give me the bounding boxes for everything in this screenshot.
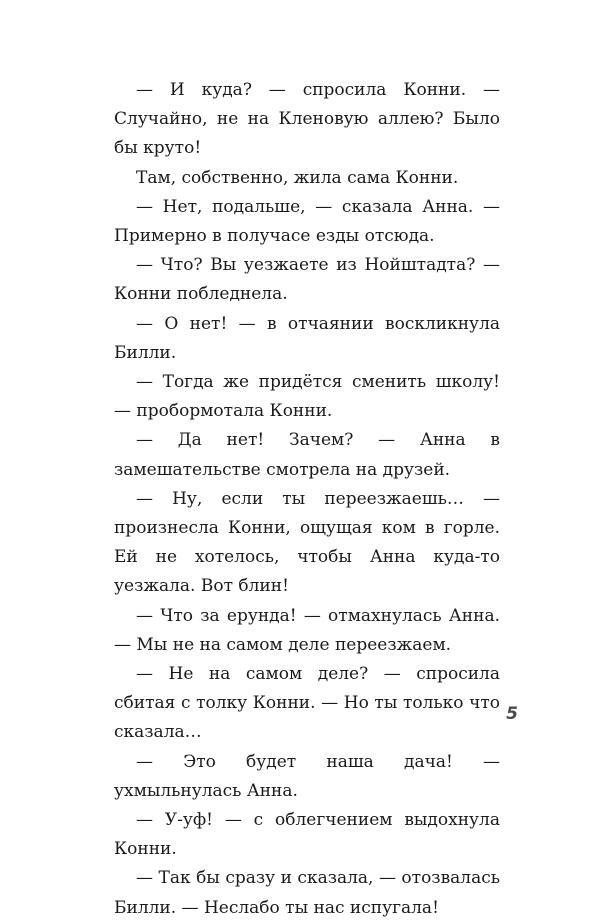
paragraph-8: — Ну, если ты переезжаешь… — произнесла Конни, ощущая ком в горле. Ей не хотелось, чтобы Анна куда-то уезжала. Вот блин! — [114, 488, 500, 597]
paragraph-9: — Что за ерунда! — отмахнулась Анна. — Мы не на самом деле переезжаем. — [114, 605, 500, 655]
paragraph-7: — Да нет! Зачем? — Анна в замешательстве смотрела на друзей. — [114, 430, 500, 480]
paragraph-12: — У-уф! — с облегчением выдохнула Конни. — [114, 810, 500, 860]
page-text — [114, 76, 500, 923]
paragraph-5: — О нет! — в отчаянии воскликнула Билли. — [114, 313, 500, 363]
page-number: 5 — [506, 704, 518, 724]
paragraph-3: — Нет, подальше, — сказала Анна. — Примерно в получасе езды отсюда. — [114, 196, 500, 247]
paragraph-4: — Что? Вы уезжаете из Нойштадта? — Конни побледнела. — [114, 255, 500, 305]
paragraph-1: — И куда? — спросила Конни. — Случайно, не на Кленовую аллею? Было бы круто! — [114, 80, 500, 159]
paragraph-2: Там, собственно, жила сама Конни. — [136, 167, 459, 188]
paragraph-10: — Не на самом деле? — спросила сбитая с толку Конни. — Но ты только что сказала… — [114, 664, 500, 743]
paragraph-13: — Так бы сразу и сказала, — отозвалась Билли. — Неслабо ты нас испугала! — [114, 868, 500, 918]
paragraph-11: — Это будет наша дача! — ухмыльнулась Анна. — [114, 751, 500, 801]
paragraph-6: — Тогда же придётся сменить школу! — пробормотала Конни. — [114, 372, 500, 422]
